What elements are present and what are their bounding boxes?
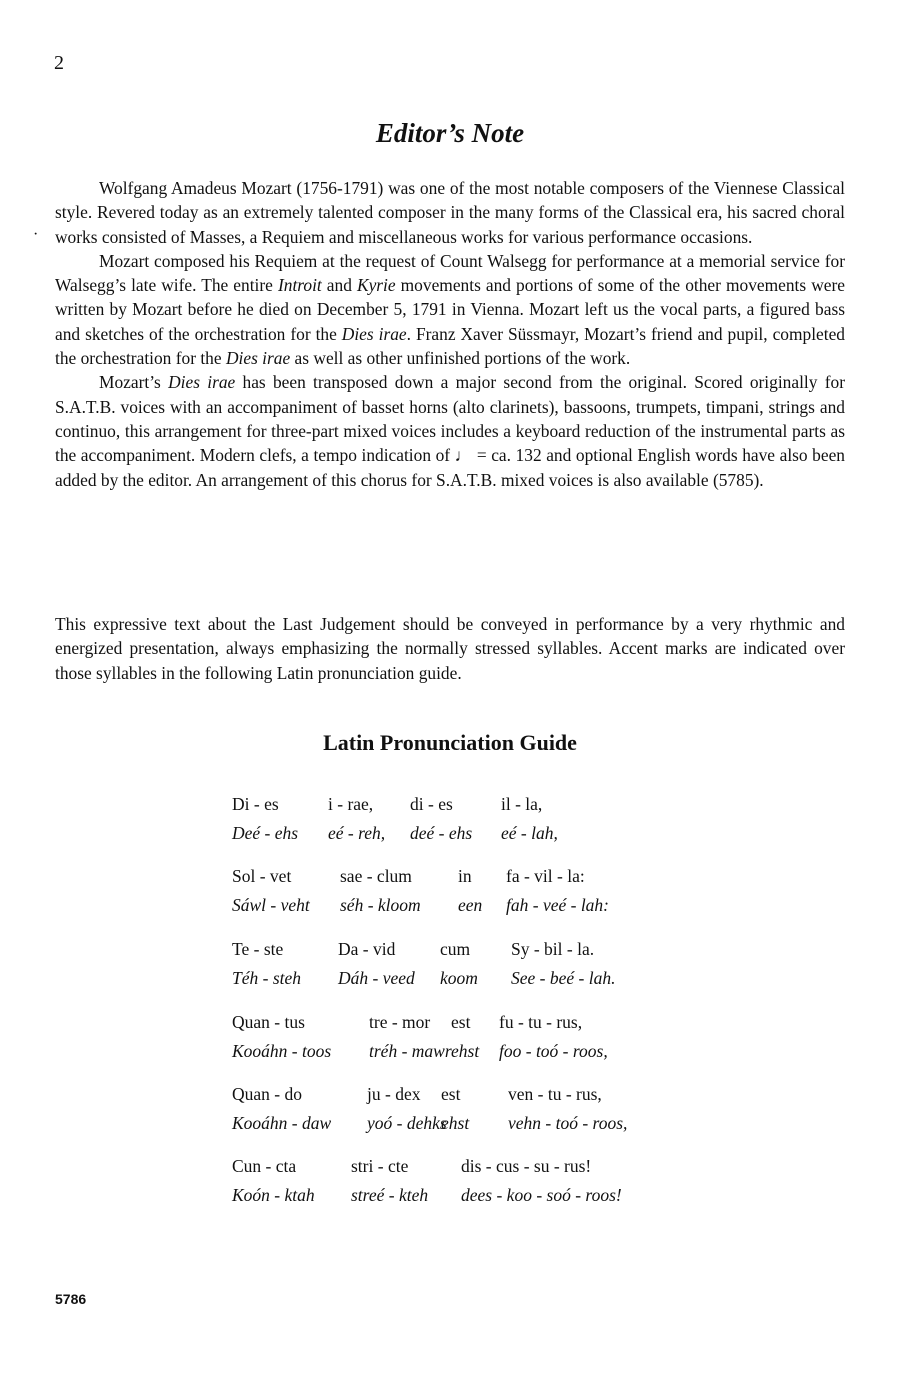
phonetic-line [232, 819, 712, 848]
dies-irae-title: Dies irae [225, 348, 291, 369]
performance-paragraph: This expressive text about the Last Judgement should be conveyed in performance by a very rhythmic and energized presentation, always emphasizing the normally stressed syllables. Accent marks are indicated over those syllables in the following Latin pronunciation guide. [55, 614, 845, 683]
kyrie-title: Kyrie [356, 275, 396, 296]
phonetic-line [232, 891, 712, 920]
phonetic-word: séh - kloom [340, 895, 421, 915]
note-paragraph-3 [55, 370, 845, 491]
pronunciation-stanza [232, 862, 712, 920]
latin-word: tre - mor [369, 1012, 431, 1032]
latin-word: Te - ste [232, 939, 284, 959]
latin-word: in [458, 866, 472, 886]
latin-word: est [451, 1012, 471, 1032]
latin-word: Sy - bil - la. [511, 939, 595, 959]
phonetic-word: eé - reh, [328, 823, 386, 843]
phonetic-word: Koón - ktah [232, 1185, 315, 1205]
latin-word: i - rae, [328, 794, 374, 814]
phonetic-word: yoó - dehks [367, 1113, 447, 1133]
latin-word: ven - tu - rus, [508, 1084, 602, 1104]
latin-word: Di - es [232, 794, 279, 814]
dies-irae-title: Dies irae [168, 372, 236, 393]
phonetic-word: Kooáhn - daw [232, 1113, 332, 1133]
introit-title: Introit [277, 275, 322, 296]
latin-word: Quan - tus [232, 1012, 305, 1032]
quarter-note-symbol: ♩ [454, 445, 473, 466]
note-text: and [321, 275, 357, 296]
phonetic-word: streé - kteh [351, 1185, 429, 1205]
page-title: Editor’s Note [375, 118, 525, 148]
latin-line [232, 862, 712, 891]
note-paragraph-1: Wolfgang Amadeus Mozart (1756-1791) was one of the most notable composers of the Viennese Classical style. Revered today as an extremely talented composer in the many forms of the Classical era, his sacred choral works consisted of Masses, a Requiem and miscellaneous works for various performance occasions. [55, 178, 845, 247]
latin-word: dis - cus - su - rus! [461, 1156, 592, 1176]
catalog-number: 5786 [55, 1291, 87, 1307]
pronunciation-stanza [232, 790, 712, 848]
latin-word: Cun - cta [232, 1156, 297, 1176]
page-number: 2 [54, 52, 64, 74]
latin-word: est [441, 1084, 461, 1104]
note-text: as well as other unfinished portions of the work. [290, 348, 631, 369]
phonetic-word: Téh - steh [232, 968, 302, 988]
phonetic-word: eé - lah, [501, 823, 558, 843]
pronunciation-stanza [232, 1008, 712, 1066]
phonetic-line [232, 964, 712, 993]
latin-word: Sol - vet [232, 866, 292, 886]
phonetic-word: foo - toó - roos, [499, 1041, 608, 1061]
latin-word: di - es [410, 794, 453, 814]
margin-mark: · [33, 226, 39, 243]
latin-line [232, 935, 712, 964]
pronunciation-guide-title: Latin Pronunciation Guide [323, 730, 577, 755]
dies-irae-title: Dies irae [341, 323, 407, 344]
phonetic-word: Deé - ehs [232, 823, 299, 843]
note-text: Mozart’s [99, 372, 169, 393]
note-text: . Franz Xaver Süssmayr, Mozart’s friend and pupil, completed the orchestration for the [55, 323, 845, 369]
latin-word: ju - dex [367, 1084, 421, 1104]
pronunciation-stanza [232, 1080, 712, 1138]
latin-word: Quan - do [232, 1084, 302, 1104]
latin-line [232, 1152, 712, 1181]
phonetic-word: tréh - mawr [369, 1041, 452, 1061]
note-text: = ca. 132 and optional English words have also been added by the editor. An arrangement of this chorus for S.A.T.B. mixed voices is also available (5785). [55, 445, 845, 490]
phonetic-word: Kooáhn - toos [232, 1041, 332, 1061]
note-text: Mozart composed his Requiem at the request of Count Walsegg for performance at a memorial service for Walsegg’s late wife. The entire [55, 250, 845, 296]
phonetic-word: deé - ehs [410, 823, 473, 843]
phonetic-line [232, 1109, 712, 1138]
latin-word: il - la, [501, 794, 543, 814]
phonetic-word: ehst [441, 1113, 470, 1133]
latin-word: fa - vil - la: [506, 866, 585, 886]
pronunciation-stanza [232, 935, 712, 993]
phonetic-word: vehn - toó - roos, [508, 1113, 628, 1133]
editors-note-body [55, 176, 845, 492]
latin-word: stri - cte [351, 1156, 409, 1176]
phonetic-line [232, 1037, 712, 1066]
latin-word: cum [440, 939, 471, 959]
phonetic-word: Sáwl - veht [232, 895, 310, 915]
note-text: movements and portions of some of the other movements were written by Mozart before he died on December 5, 1791 in Vienna. Mozart left us the vocal parts, a figured bass and sketches of the orchestration for the [55, 275, 845, 344]
phonetic-line [232, 1181, 712, 1210]
phonetic-word: See - beé - lah. [511, 968, 616, 988]
note-text: has been transposed down a major second from the original. Scored originally for S.A.T.B. voices with an accompaniment of basset horns (alto clarinets), bassoons, trumpets, timpani, strings and continuo, this arrangement for three-part mixed voices includes a keyboard reduction of the instrumental parts as the accompaniment. Modern clefs, a tempo indication of [55, 372, 845, 466]
latin-line [232, 1008, 712, 1037]
phonetic-word: fah - veé - lah: [506, 895, 610, 915]
phonetic-word: ehst [451, 1041, 480, 1061]
latin-line [232, 790, 712, 819]
phonetic-word: koom [440, 968, 478, 988]
phonetic-word: dees - koo - soó - roos! [461, 1185, 622, 1205]
latin-word: fu - tu - rus, [499, 1012, 583, 1032]
latin-word: sae - clum [340, 866, 412, 886]
phonetic-word: Dáh - veed [338, 968, 415, 988]
latin-word: Da - vid [338, 939, 396, 959]
phonetic-word: een [458, 895, 483, 915]
note-paragraph-2 [55, 249, 845, 370]
latin-line [232, 1080, 712, 1109]
pronunciation-stanza [232, 1152, 712, 1210]
